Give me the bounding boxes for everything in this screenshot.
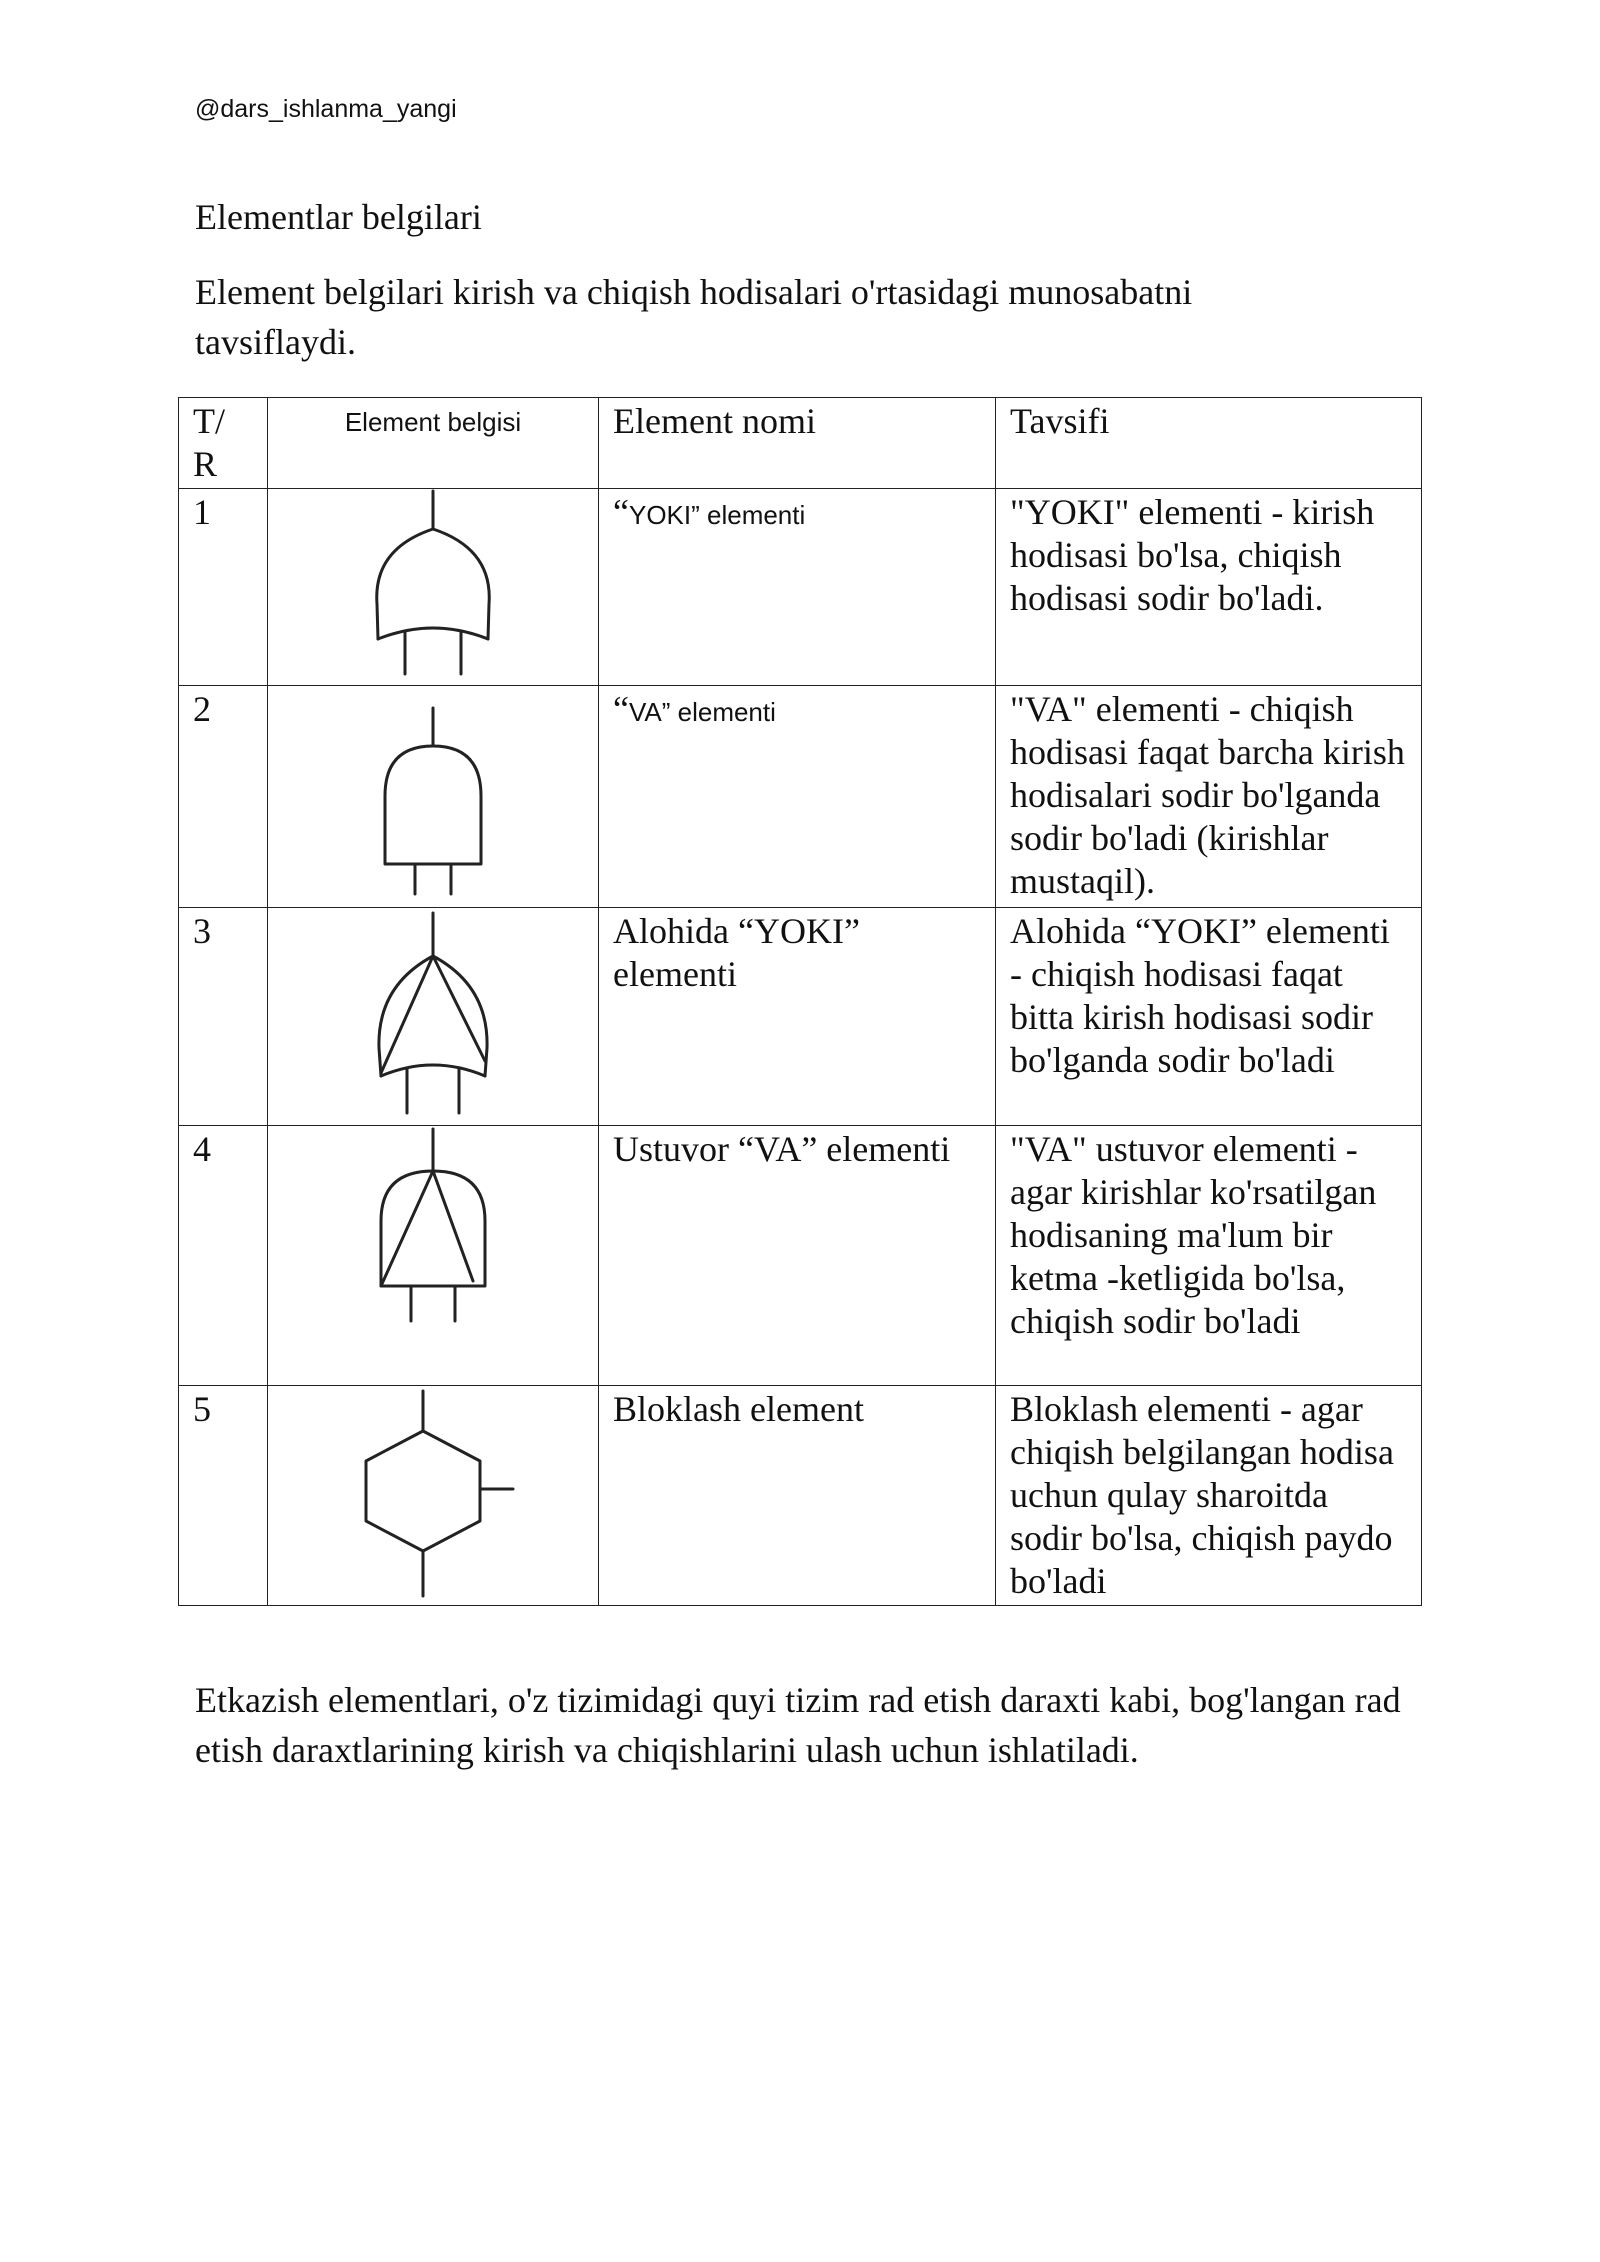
elements-table xyxy=(178,397,1422,1606)
table-row xyxy=(179,1386,1422,1606)
table-row xyxy=(179,489,1422,686)
header-description: Tavsifi xyxy=(996,398,1422,489)
row-description: "VA" elementi - chiqish hodisasi faqat barcha kirish hodisalari sodir bo'lganda sodir bo'ladi (kirishlar mustaqil). xyxy=(996,686,1422,908)
header-symbol xyxy=(268,398,599,489)
intro-paragraph: Element belgilari kirish va chiqish hodisalari o'rtasidagi munosabatni tavsiflaydi. xyxy=(195,272,1193,362)
and-gate-icon xyxy=(333,686,533,906)
inhibit-gate-icon xyxy=(323,1386,543,1601)
header-handle: @dars_ishlanma_yangi xyxy=(195,95,457,123)
table-row xyxy=(179,908,1422,1126)
row-number: 4 xyxy=(179,1126,268,1386)
table-row xyxy=(179,686,1422,908)
or-gate-icon xyxy=(333,489,533,684)
priority-and-gate-icon xyxy=(333,1126,533,1336)
header-symbol-label: Element belgisi xyxy=(344,407,522,437)
row-description: Alohida “YOKI” elementi - chiqish hodisasi faqat bitta kirish hodisasi sodir bo'lganda sodir bo'ladi xyxy=(996,908,1422,1126)
row-name-text: VA” elementi xyxy=(628,697,776,727)
header-tr: T/ R xyxy=(179,398,268,489)
row-number: 1 xyxy=(179,489,268,686)
row-name-text: YOKI” elementi xyxy=(628,500,806,530)
row-symbol xyxy=(268,489,599,686)
row-symbol xyxy=(268,908,599,1126)
row-symbol xyxy=(268,686,599,908)
row-name: Ustuvor “VA” elementi xyxy=(599,1126,996,1386)
closing-paragraph: Etkazish elementlari, o'z tizimidagi quyi tizim rad etish daraxti kabi, bog'langan rad etish daraxtlarining kirish va chiqishlarini ulash uchun ishlatiladi. xyxy=(195,1680,1401,1770)
row-name: Alohida “YOKI” elementi xyxy=(599,908,996,1126)
table-row xyxy=(179,1126,1422,1386)
row-symbol xyxy=(268,1126,599,1386)
row-description: "VA" ustuvor elementi - agar kirishlar ko'rsatilgan hodisaning ma'lum bir ketma -ketligida bo'lsa, chiqish sodir bo'ladi xyxy=(996,1126,1422,1386)
section-heading: Elementlar belgilari xyxy=(195,197,482,237)
row-number: 5 xyxy=(179,1386,268,1606)
row-name-quote: “ xyxy=(613,689,629,729)
row-number: 2 xyxy=(179,686,268,908)
row-name xyxy=(599,489,996,686)
exclusive-or-gate-icon xyxy=(333,908,533,1123)
row-number: 3 xyxy=(179,908,268,1126)
table-header-row xyxy=(179,398,1422,489)
row-name xyxy=(599,686,996,908)
row-name: Bloklash element xyxy=(599,1386,996,1606)
row-name-quote: “ xyxy=(613,492,629,532)
row-description: "YOKI" elementi - kirish hodisasi bo'lsa, chiqish hodisasi sodir bo'ladi. xyxy=(996,489,1422,686)
header-name: Element nomi xyxy=(599,398,996,489)
row-symbol xyxy=(268,1386,599,1606)
row-description: Bloklash elementi - agar chiqish belgilangan hodisa uchun qulay sharoitda sodir bo'lsa, chiqish paydo bo'ladi xyxy=(996,1386,1422,1606)
